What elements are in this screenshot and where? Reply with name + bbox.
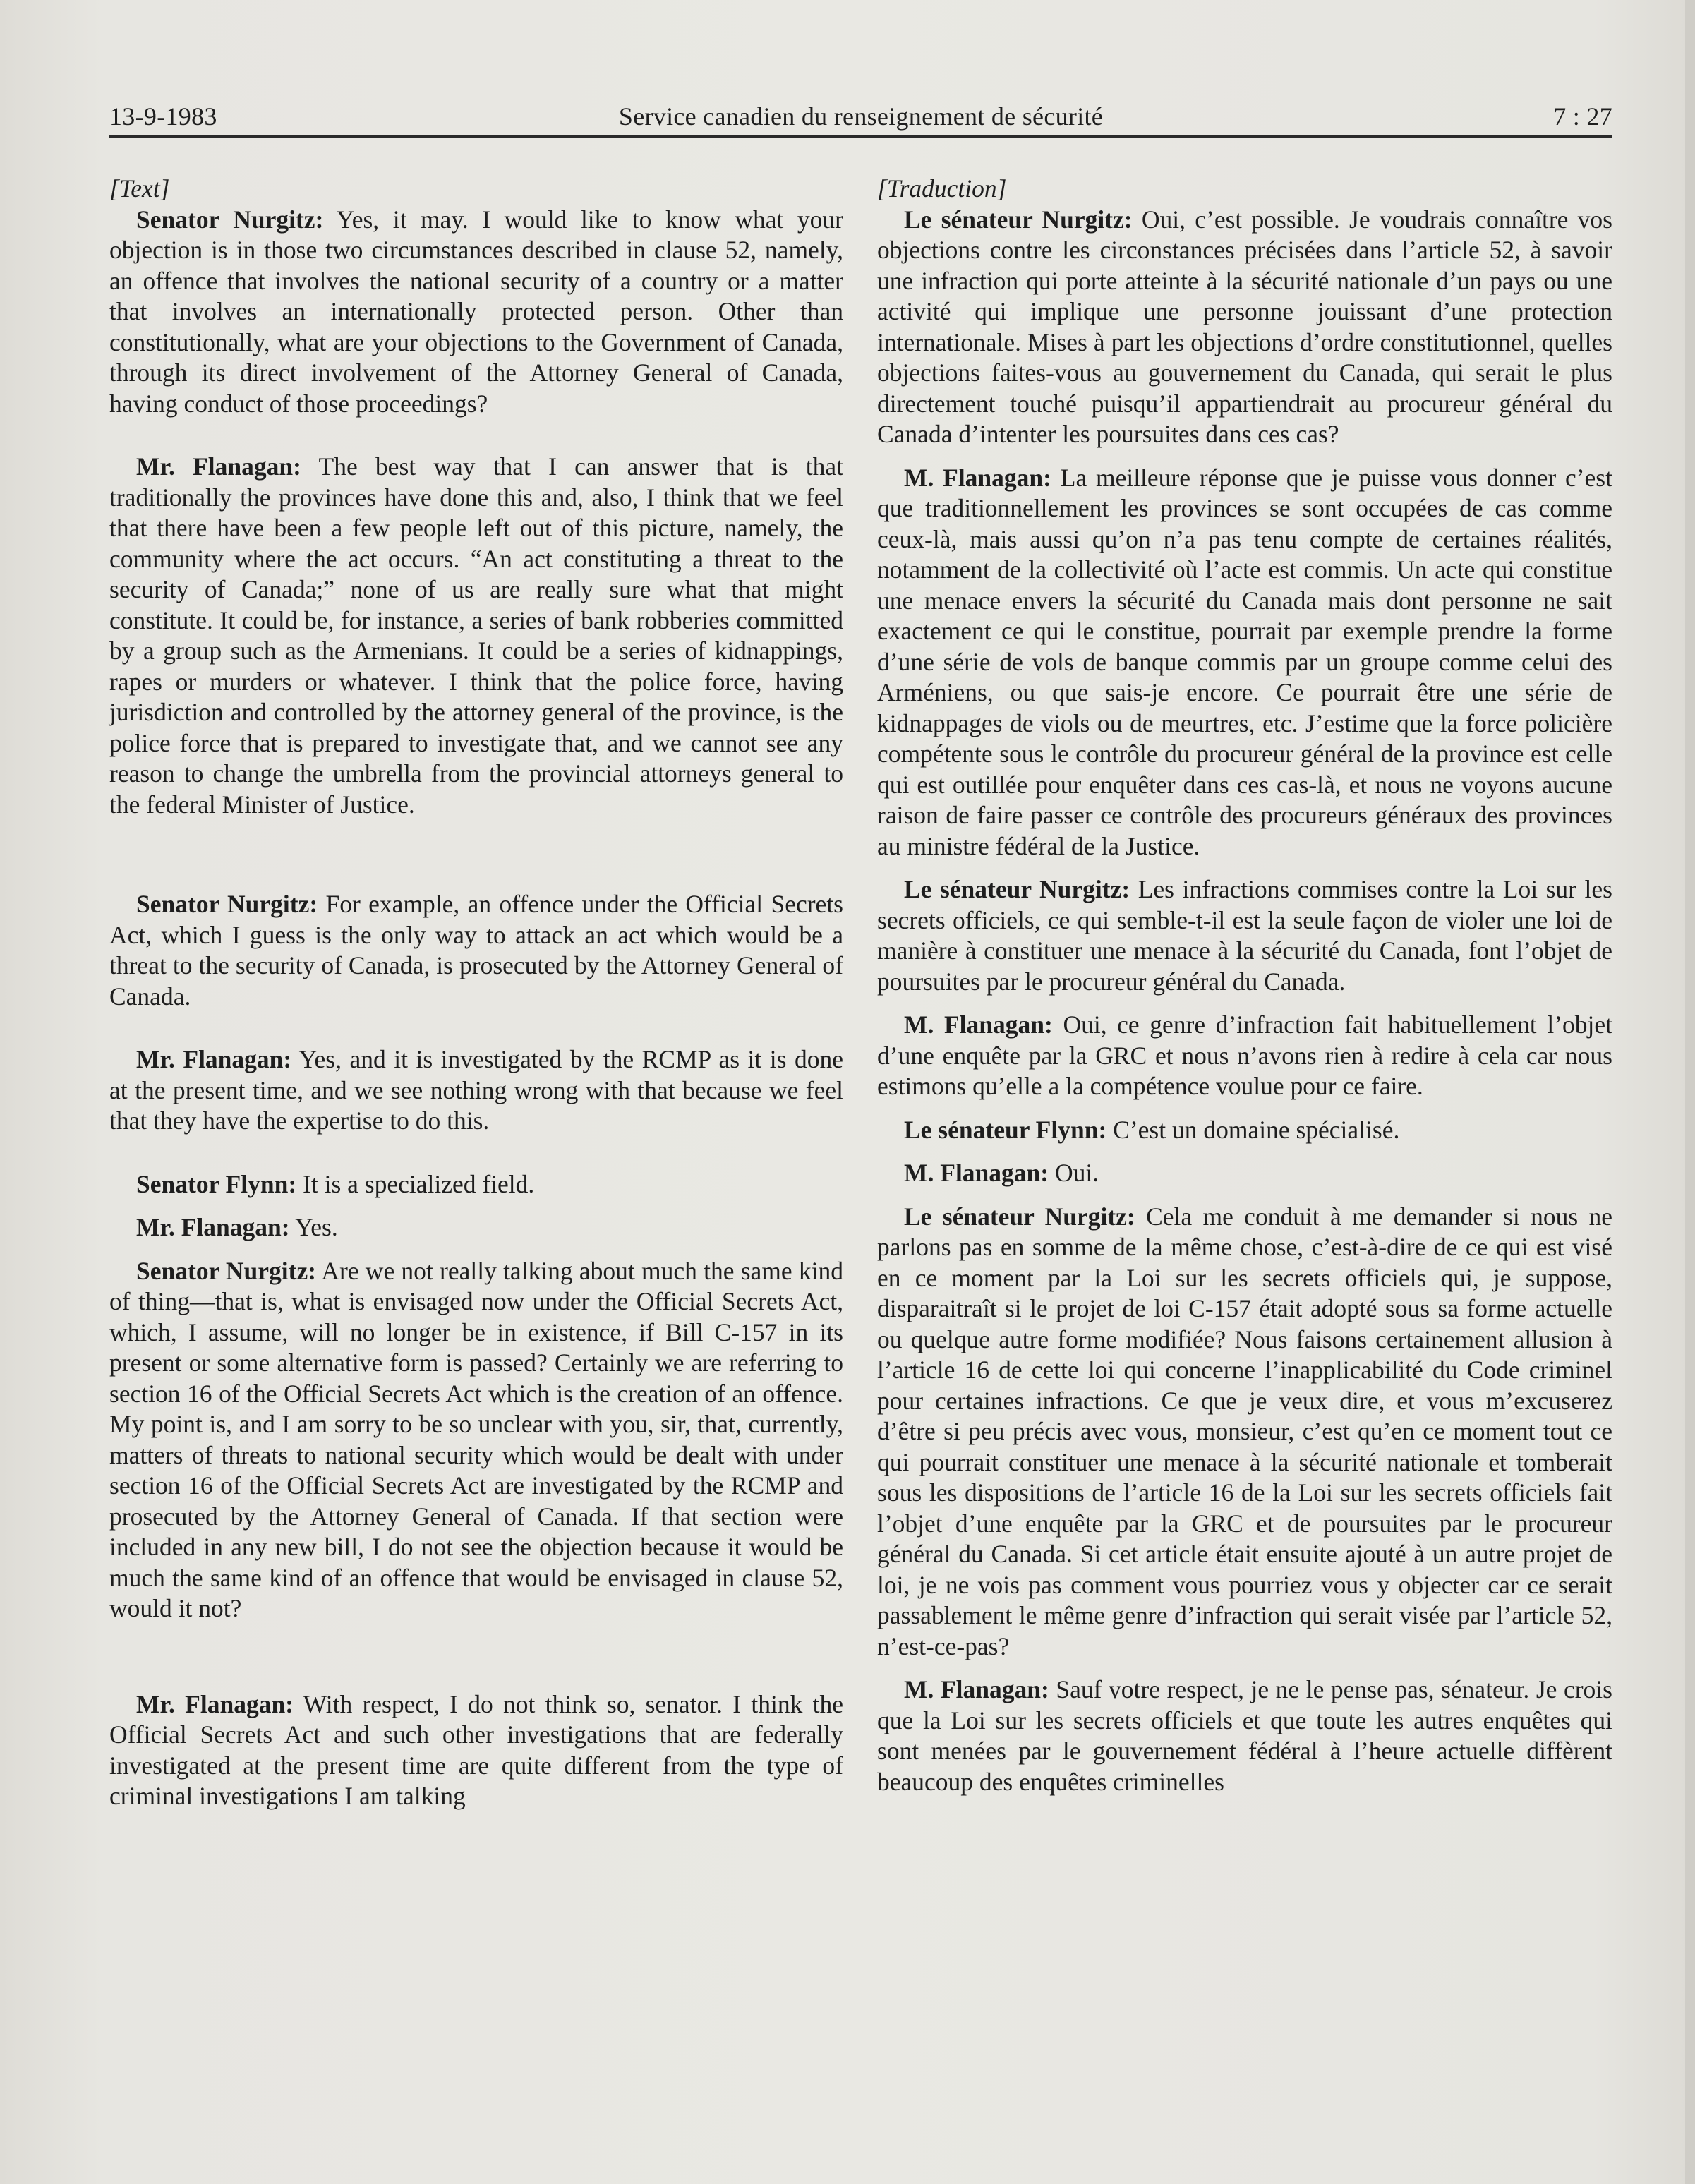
page-header xyxy=(109,90,1612,138)
paragraph xyxy=(877,1010,1612,1102)
paragraph xyxy=(109,1212,843,1243)
header-page-number: 7 : 27 xyxy=(1553,102,1612,131)
paragraph xyxy=(877,205,1612,450)
speaker-name: Senator Nurgitz: xyxy=(136,1256,317,1285)
header-title: Service canadien du renseignement de sécurité xyxy=(618,102,1104,131)
speaker-name: Senator Nurgitz: xyxy=(136,205,324,234)
paragraph xyxy=(109,205,843,420)
speech-text: Yes, it may. I would like to know what your objection is in those two circumstances described in clause 52, namely, an offence that involves the national security of a country or a matter that involves an internationally protected person. Other than constitutionally, what are your objections to the Government of Canada, through its direct involvement of the Attorney General of Canada, having conduct of those proceedings? xyxy=(109,205,843,418)
speaker-name: Le sénateur Nurgitz: xyxy=(904,205,1133,234)
section-heading: [Traduction] xyxy=(877,174,1007,203)
speaker-name: M. Flanagan: xyxy=(904,463,1051,492)
paragraph xyxy=(109,1169,843,1200)
paragraph xyxy=(877,1675,1612,1797)
speaker-name: M. Flanagan: xyxy=(904,1159,1049,1187)
paragraph xyxy=(877,1202,1612,1663)
page-edge xyxy=(1685,0,1695,2184)
speech-text: Are we not really talking about much the same kind of thing—that is, what is envisaged now under the Official Secrets Act, which, I assume, will no longer be in existence, if Bill C-157 in its present or some alternative form is passed? Certainly we are referring to section 16 of the Official Secrets Act which is the creation of an offence. My point is, and I am sorry to be so unclear with you, sir, that, currently, matters of threats to national security which would be dealt with under section 16 of the Official Secrets Act are investigated by the RCMP and prosecuted by the Attorney General of Canada. If that section were included in any new bill, I do not see the objection because it would be much the same kind of an offence that would be envisaged in clause 52, would it not? xyxy=(109,1256,843,1622)
french-column xyxy=(877,174,1612,1797)
paragraph xyxy=(877,1158,1612,1189)
speech-text: Yes, and it is investigated by the RCMP as it is done at the present time, and we see nothing wrong with that because we feel that they have the expertise to do this. xyxy=(109,1045,843,1135)
speech-text: For example, an offence under the Official Secrets Act, which I guess is the only way to attack an act which would be a threat to the security of Canada, is prosecuted by the Attorney General of Canada. xyxy=(109,890,843,1010)
paragraph xyxy=(877,1115,1612,1146)
speaker-name: M. Flanagan: xyxy=(904,1675,1049,1703)
english-column xyxy=(109,174,843,1812)
speech-text: Sauf votre respect, je ne le pense pas, sénateur. Je crois que la Loi sur les secrets officiels et que toute les autres enquêtes qui sont menées par le gouvernement fédéral à l’heure actuelle diffèrent beaucoup des enquêtes criminelles xyxy=(877,1675,1612,1796)
paragraph xyxy=(109,452,843,820)
speaker-name: Mr. Flanagan: xyxy=(136,1045,292,1073)
speaker-name: M. Flanagan: xyxy=(904,1010,1053,1039)
speech-text: Les infractions commises contre la Loi sur les secrets officiels, ce qui semble-t-il est la seule façon de violer une loi de manière à constituer une menace à la sécurité du Canada, font l’objet de poursuites par le procureur général du Canada. xyxy=(877,875,1612,996)
speech-text: Oui, ce genre d’infraction fait habituellement l’objet d’une enquête par la GRC et nous n’avons rien à redire à cela car nous estimons qu’elle a la compétence voulue pour ce faire. xyxy=(877,1010,1612,1100)
speaker-name: Le sénateur Nurgitz: xyxy=(904,1202,1135,1231)
speech-text: C’est un domaine spécialisé. xyxy=(1106,1115,1400,1144)
speaker-name: Senator Nurgitz: xyxy=(136,890,318,918)
speech-text: The best way that I can answer that is that traditionally the provinces have done this and, also, I think that we feel that there have been a few people left out of this picture, namely, the community where the act occurs. “An act constituting a threat to the security of Canada;” none of us are really sure what that might constitute. It could be, for instance, a series of bank robberies committed by a group such as the Armenians. It could be a series of kidnappings, rapes or murders or whatever. I think that the police force, having jurisdiction and controlled by the attorney general of the province, is the police force that is prepared to investigate that, and we cannot see any reason to change the umbrella from the provincial attorneys general to the federal Minister of Justice. xyxy=(109,452,843,819)
paragraph xyxy=(877,463,1612,862)
speech-text: With respect, I do not think so, senator. I think the Official Secrets Act and such other investigations that are federally investigated at the present time are quite different from the type of criminal investigations I am talking xyxy=(109,1689,843,1810)
paragraph xyxy=(109,889,843,1012)
paragraph xyxy=(109,1256,843,1624)
speech-text: Cela me conduit à me demander si nous ne parlons pas en somme de la même chose, c’est-à-dire de ce qui est visé en ce moment par la Loi sur les secrets officiels qui, je suppose, disparaitraît si le projet de loi C-157 était adopté sous sa forme actuelle ou quelque autre forme modifiée? Nous faisons certainement allusion à l’article 16 de cette loi qui concerne l’inapplicabilité du Code criminel pour certaines infractions. Ce que je veux dire, et vous m’excuserez d’être si peu précis avec vous, monsieur, c’est qu’en ce moment tout ce qui pourrait constituer une menace à la sécurité nationale et tomberait sous les dispositions de l’article 16 de la Loi sur les secrets officiels fait l’objet d’une enquête par la GRC et de poursuites par le procureur général du Canada. Si cet article était ensuite ajouté à un autre projet de loi, je ne vois pas comment vous pourriez vous y objecter car ce serait passablement le même genre d’infraction qui serait visée par l’article 52, n’est-ce-pas? xyxy=(877,1202,1612,1660)
section-heading: [Text] xyxy=(109,174,170,203)
speaker-name: Le sénateur Flynn: xyxy=(904,1115,1107,1144)
speech-text: Yes. xyxy=(289,1213,338,1241)
paragraph xyxy=(109,1044,843,1137)
speech-text: Oui, c’est possible. Je voudrais connaître vos objections contre les circonstances précisées dans l’article 52, à savoir une infraction qui porte atteinte à la sécurité nationale d’un pays ou une activité qui implique une personne jouissant d’une protection internationale. Mises à part les objections d’ordre constitutionnel, quelles objections faites-vous au gouvernement du Canada, qui serait le plus directement touché puisqu’il appartiendrait au procureur général du Canada d’intenter les poursuites dans ces cas? xyxy=(877,205,1612,448)
speaker-name: Mr. Flanagan: xyxy=(136,1213,290,1241)
paragraph xyxy=(109,1689,843,1812)
paragraph xyxy=(877,874,1612,997)
speaker-name: Senator Flynn: xyxy=(136,1169,297,1198)
speaker-name: Le sénateur Nurgitz: xyxy=(904,875,1130,903)
speech-text: It is a specialized field. xyxy=(296,1169,535,1198)
speaker-name: Mr. Flanagan: xyxy=(136,452,301,481)
header-date: 13-9-1983 xyxy=(109,102,217,131)
speech-text: La meilleure réponse que je puisse vous donner c’est que traditionnellement les provinces se sont occupées de cas comme ceux-là, mais aussi qu’on n’a pas tenu compte de certaines réalités, notamment de la collectivité où l’acte est commis. Un acte qui constitue une menace envers la sécurité du Canada mais dont personne ne sait exactement ce qui le constitue, pourrait par exemple prendre la forme d’une série de vols de banque commis par un groupe comme celui des Arméniens, ou que sais-je encore. Ce pourrait être une série de kidnappages de viols ou de meurtres, etc. J’estime que la force policière compétente sous le contrôle du procureur général de la province est celle qui est outillée pour enquêter dans ces cas-là, et nous ne voyons aucune raison de faire passer ce contrôle des procureurs généraux des provinces au ministre fédéral de la Justice. xyxy=(877,463,1612,860)
speech-text: Oui. xyxy=(1049,1159,1099,1187)
speaker-name: Mr. Flanagan: xyxy=(136,1689,294,1718)
